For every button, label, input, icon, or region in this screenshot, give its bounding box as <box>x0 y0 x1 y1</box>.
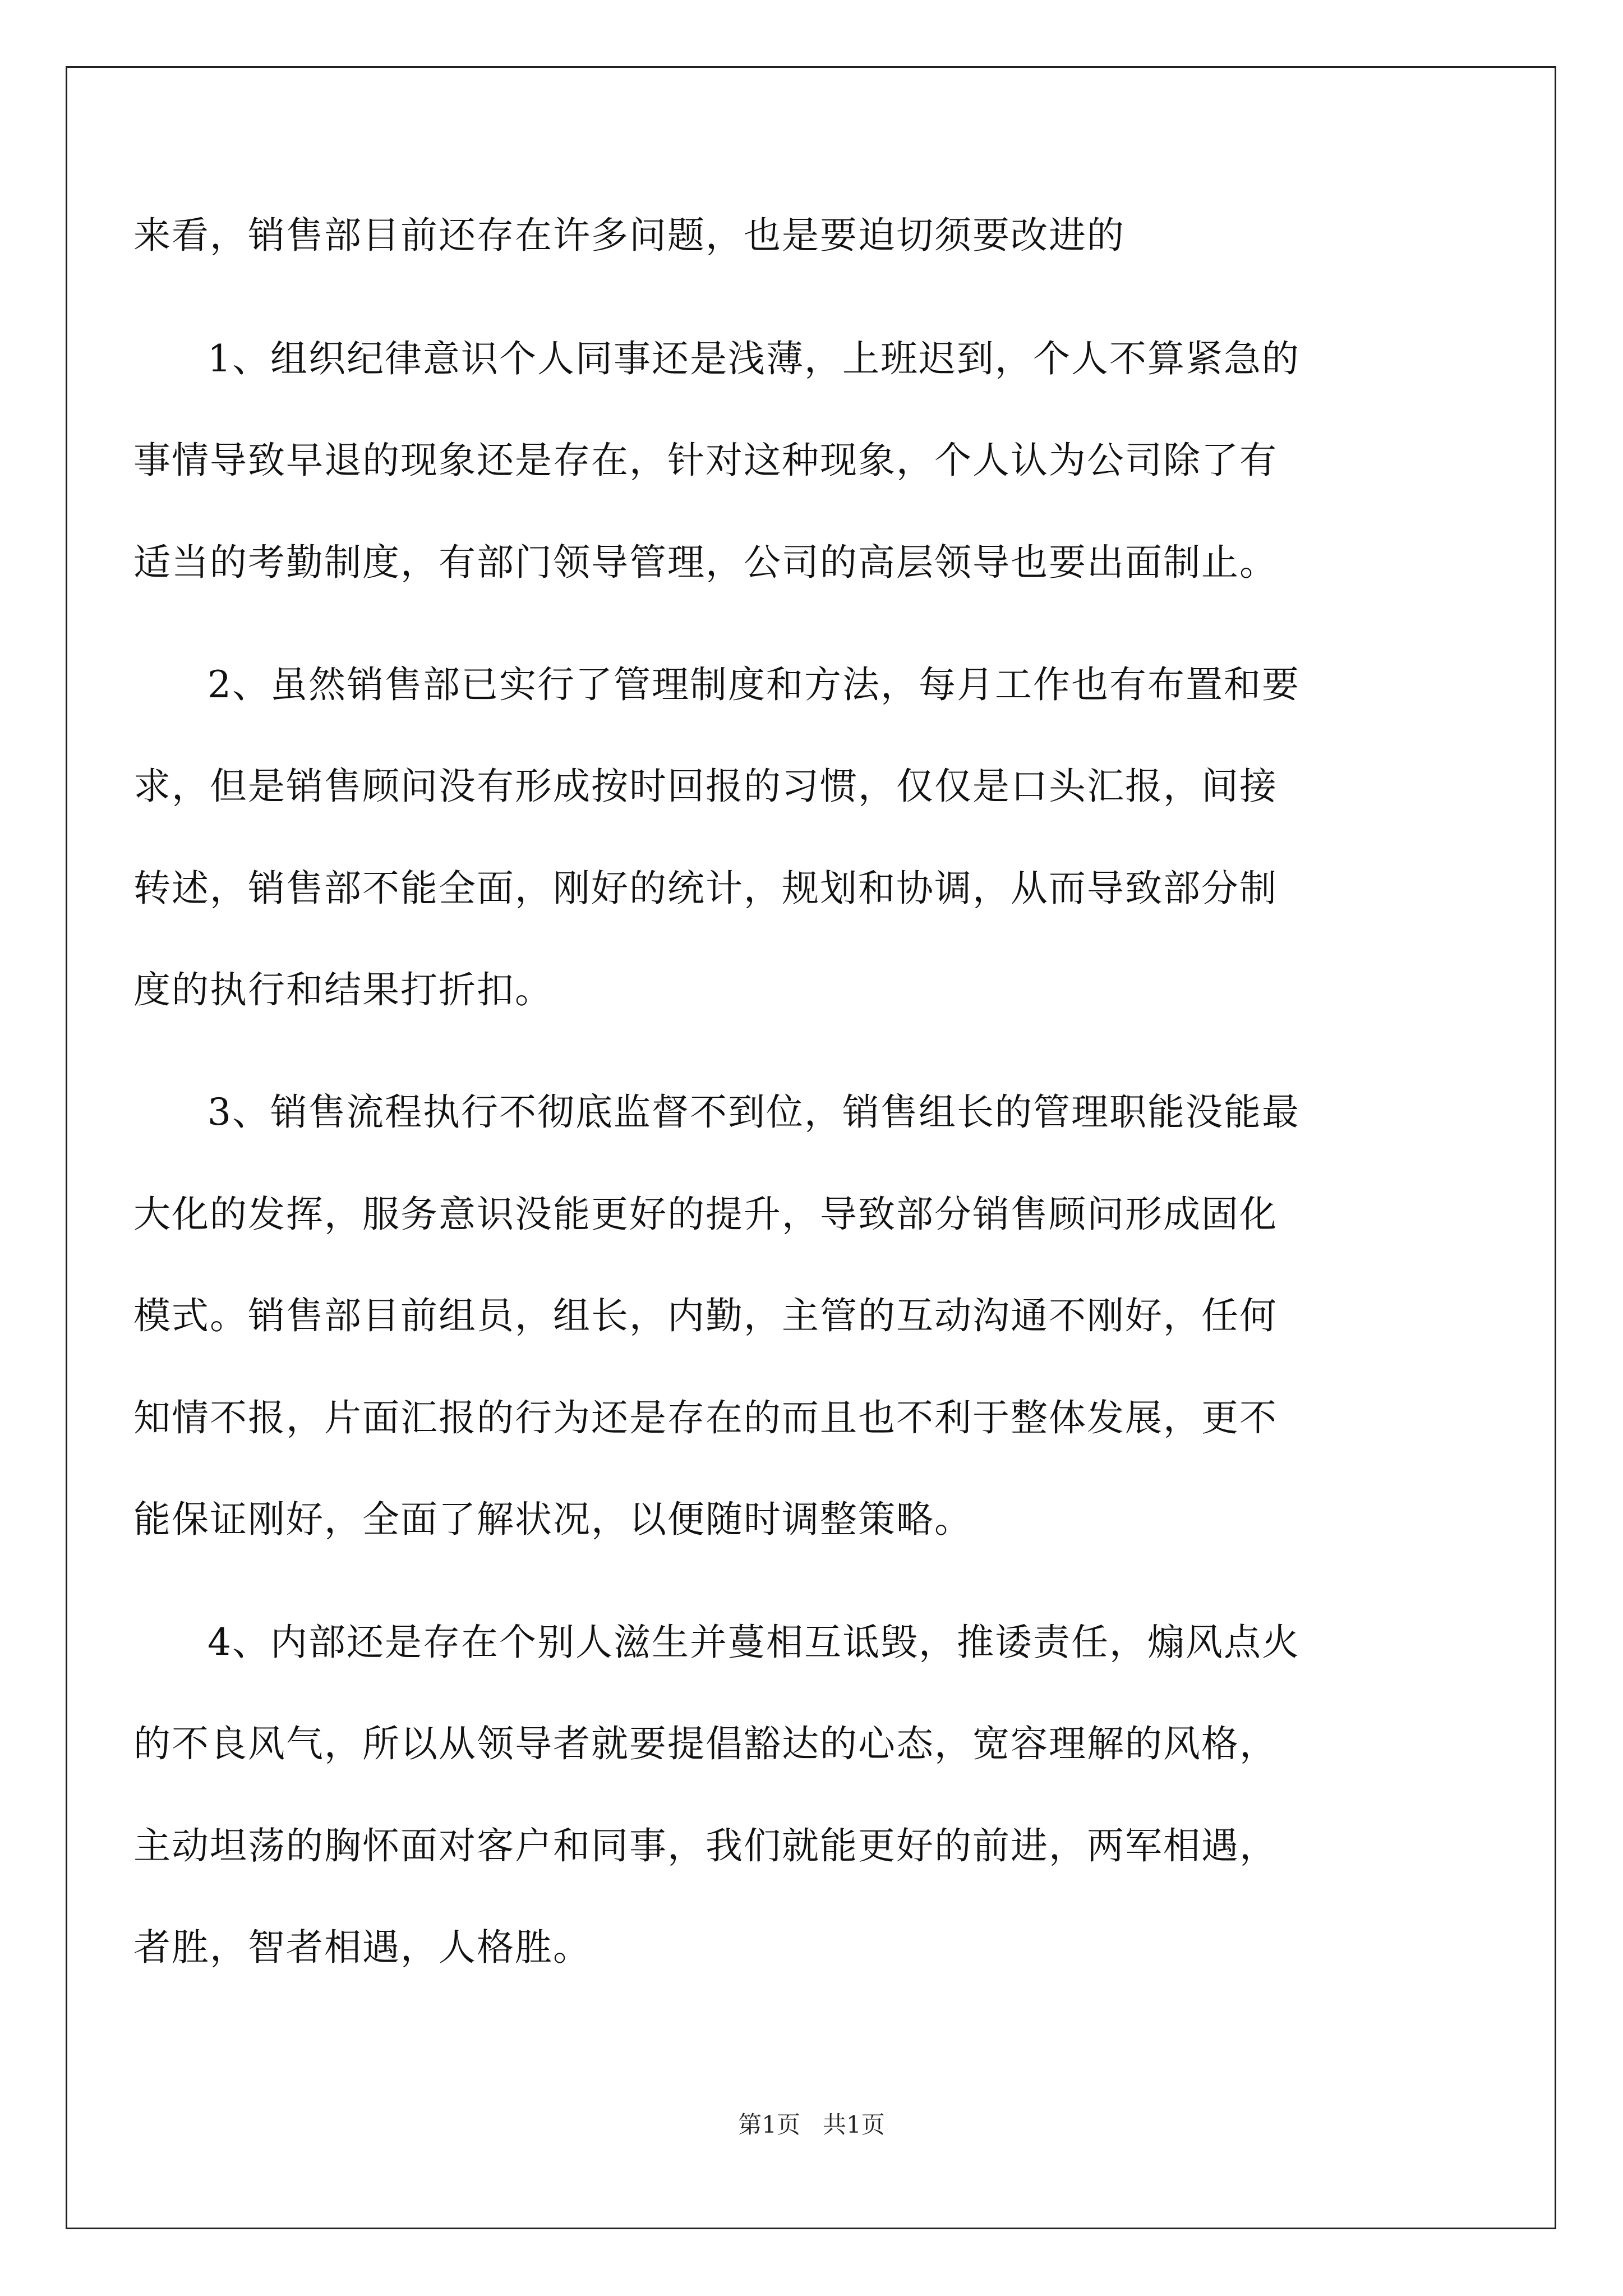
paragraph-3-line: 大化的发挥，服务意识没能更好的提升，导致部分销售顾问形成固化 <box>133 1193 1278 1236</box>
paragraph-3-line: 模式。销售部目前组员，组长，内勤，主管的互动沟通不刚好，任何 <box>133 1294 1278 1337</box>
paragraph-2-line: 求，但是销售顾问没有形成按时回报的习惯，仅仅是口头汇报，间接 <box>133 765 1278 808</box>
paragraph-3-line: 知情不报，片面汇报的行为还是存在的而且也不利于整体发展，更不 <box>133 1396 1278 1439</box>
paragraph-4-line: 的不良风气，所以从领导者就要提倡豁达的心态，宽容理解的风格， <box>133 1722 1278 1765</box>
paragraph-2-line: 转述，销售部不能全面，刚好的统计，规划和协调，从而导致部分制 <box>133 867 1278 910</box>
paragraph-4-line: 4、内部还是存在个别人滋生并蔓相互诋毁，推诿责任，煽风点火 <box>208 1621 1300 1664</box>
paragraph-1-line: 事情导致早退的现象还是存在，针对这种现象，个人认为公司除了有 <box>133 439 1278 482</box>
paragraph-1-line: 适当的考勤制度，有部门领导管理，公司的高层领导也要出面制止。 <box>133 541 1278 584</box>
page-border <box>66 66 1556 2229</box>
paragraph-4-line: 者胜，智者相遇，人格胜。 <box>133 1926 591 1969</box>
paragraph-2-line: 2、虽然销售部已实行了管理制度和方法，每月工作也有布置和要 <box>208 663 1300 706</box>
paragraph-3-line: 3、销售流程执行不彻底监督不到位，销售组长的管理职能没能最 <box>208 1091 1300 1134</box>
paragraph-3-line: 能保证刚好，全面了解状况，以便随时调整策略。 <box>133 1498 972 1541</box>
paragraph-2-line: 度的执行和结果打折扣。 <box>133 968 553 1011</box>
paragraph-1-line: 1、组织纪律意识个人同事还是浅薄，上班迟到，个人不算紧急的 <box>208 337 1300 380</box>
page-number-footer: 第1页 共1页 <box>738 2111 885 2138</box>
paragraph-line: 来看，销售部目前还存在许多问题，也是要迫切须要改进的 <box>133 214 1125 257</box>
paragraph-4-line: 主动坦荡的胸怀面对客户和同事，我们就能更好的前进，两军相遇， <box>133 1824 1278 1867</box>
